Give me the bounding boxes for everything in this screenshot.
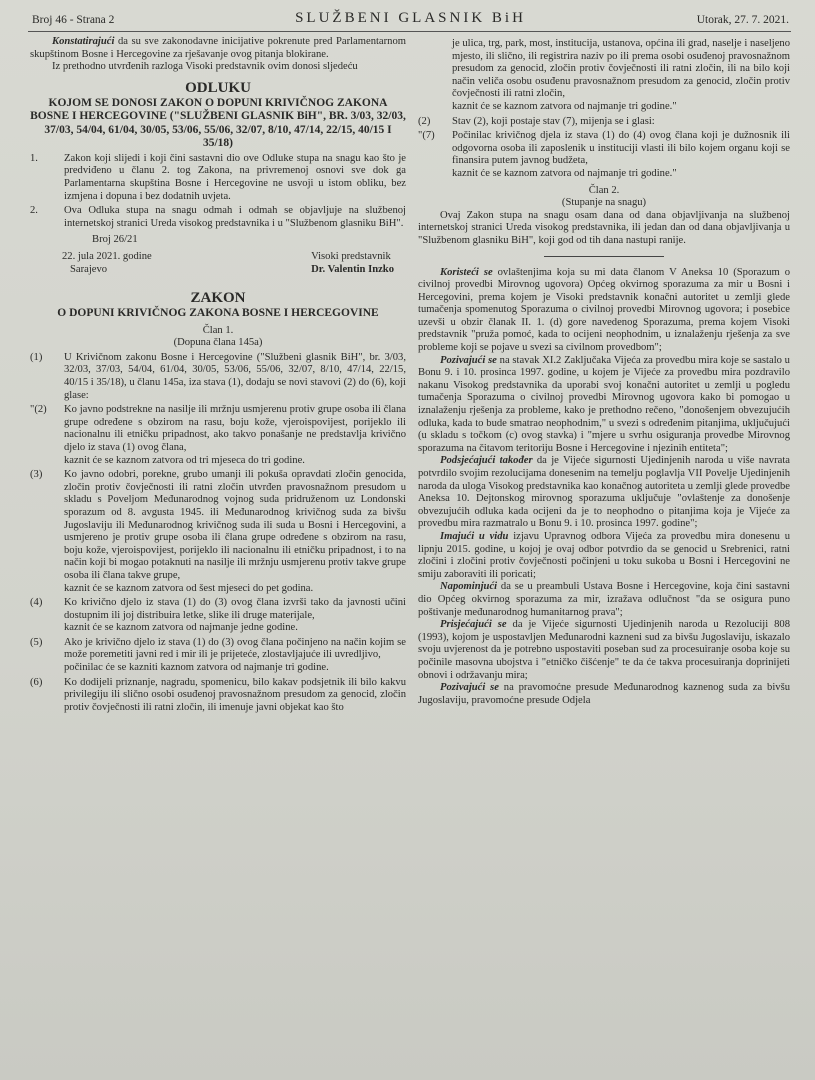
section-divider: [544, 256, 664, 257]
paragraph: Napominjući da se u preambuli Ustava Bosne i Hercegovine, koja čini sastavni dio Općeg okvirnog sporazuma za mir, izražava odlučnost "da se osigura puno poštivanje međunarodnog humanitarnog prava";: [418, 581, 790, 618]
signatory-title: Visoki predstavnik: [311, 250, 391, 262]
article-subheading: (Dopuna člana 145a): [173, 337, 263, 349]
decision-subtitle: KOJOM SE DONOSI ZAKON O DOPUNI KRIVIČNOG ZAKONA BOSNE I HERCEGOVINE ("SLUŽBENI GLASNIK BiH", BR. 3/03, 32/03, 37/03, 54/04, 61/04, 30/05, 53/06, 55/06, 32/07, 8/10, 47/14, 22/15, 40/15 I 35/18): [30, 96, 406, 150]
law-subtitle: O DOPUNI KRIVIČNOG ZAKONA BOSNE I HERCEGOVINE: [57, 307, 379, 320]
issue-date: Utorak, 27. 7. 2021.: [696, 14, 789, 26]
law-paragraph: (1) U Krivičnom zakonu Bosne i Hercegovine ("Službeni glasnik BiH", br. 3/03, 32/03, 37/03, 54/04, 61/04, 30/05, 53/06, 55/06, 32/07, 8/10, 47/14, 22/15, 40/15 i 35/18), u članu 145a, iza stava (1), dodaju se novi stavovi (2) do (6), koji glase:: [30, 351, 406, 401]
article-heading: Član 2.: [588, 184, 620, 196]
paragraph: Iz prethodno utvrđenih razloga Visoki predstavnik ovim donosi sljedeću: [52, 61, 358, 73]
signatory-name: Dr. Valentin Inzko: [311, 263, 394, 275]
left-column: [30, 36, 406, 714]
page-header: [32, 10, 789, 30]
paragraph: Podsjećajući također da je Vijeće sigurnosti Ujedinjenih naroda u više navrata potvrdilo svojim rezolucijama donesenim na temelju poglavlja VII Povelje Ujedinjenih naroda da uloga Visokog predstavnika kao konačnog autoriteta u zemlji glede provedbe Aneksa 10. Dejtonskog mirovnog sporazuma uključuje "ovlaštenje za donošenje obvezujućih odluka kada ocijeni da je to neophodno o pitanjima koja je Vijeće za provedbu mira razmatralo u Bonu 9. i 10. prosinca 1997. godine";: [418, 455, 790, 530]
law-paragraph: (5) Ako je krivično djelo iz stava (1) do (3) ovog člana počinjeno na način kojim se može poremetiti javni red i mir ili je prijeteće, zlostavljajuće ili uvredljivo, počinilac će se kazniti kaznom zatvora od najmanje tri godine.: [30, 636, 406, 674]
article-subheading: (Stupanje na snagu): [561, 197, 647, 209]
decision-item: 1. Zakon koji slijedi i koji čini sastavni dio ove Odluke stupa na snagu kao što je predviđeno u članu 2. tog Zakona, na privremenoj osnovi sve dok ga Parlamentarna skupština Bosne i Hercegovine ne usvoji u istom obliku, bez izmjena i dopuna i bez dodatnih uvjeta.: [30, 152, 406, 202]
decision-title: ODLUKU: [185, 79, 251, 96]
paragraph: Imajući u vidu izjavu Upravnog odbora Vijeća za provedbu mira donesenu u lipnju 2015. godine, u kojoj je ovaj odbor potvrdio da se genocid u Srebrenici, ratni zločini i zločini protiv čovječnosti počinjeni u toku sukoba u Bosni i Hercegovini ne smiju zaboraviti ili poricati;: [418, 530, 790, 580]
law-paragraph: (6) Ko dodijeli priznanje, nagradu, spomenicu, bilo kakav podsjetnik ili bilo kakvu privilegiju ili slično osobi osuđenoj pravosnažnom presudom za genocid, zločin protiv čovječnosti ili ratni zločin, ili imenuje javni objekat kao što: [30, 676, 406, 713]
decision-place: Sarajevo: [70, 263, 108, 275]
issue-number: Broj 46 - Strana 2: [32, 14, 115, 26]
law-paragraph-continued: je ulica, trg, park, most, institucija, ustanova, općina ili grad, naselje i naseljeno mjesto, ili slično, ili registrira naziv po ili prema osobi osuđenoj pravosnažnom presudom za genocid, zločin protiv čovječnosti ili ratni zločin, ili na bilo koji način veliča osobu osuđenu pravosnažnom presudom za genocid, zločin protiv čovječnosti ili ratni zločin, kaznit će se kaznom zatvora od najmanje tri godine.": [452, 38, 790, 112]
law-title: ZAKON: [190, 290, 246, 307]
decision-number: Broj 26/21: [92, 234, 138, 246]
decision-item: 2. Ova Odluka stupa na snagu odmah i odmah se objavljuje na službenoj internetskoj stranici Ureda visokog predstavnika i u "Službenom glasniku BiH".: [30, 205, 406, 229]
law-paragraph: (3) Ko javno odobri, porekne, grubo umanji ili pokuša opravdati zločin genocida, zločin protiv čovječnosti ili ratni zločin utvrđen pravosnažnom presudom u skladu s Poveljom Međunarodnog vojnog suda pridruženom uz Londonski sporazum od 8. avgusta 1945. ili Međunarodnog krivičnog suda za bivšu Jugoslaviju ili Međunarodnog krivičnog suda ili suda u Bosni i Hercegovini, a usmjereno je protiv grupe osoba ili člana grupe određene s obzirom na rasu, boju kože, vjeroispovijest, porijeklo ili nacionalnu ili etničku pripadnost, i to na način koji bi mogao potaknuti na nasilje ili mržnju usmjerenu protiv takve grupe osoba ili člana takve grupe, kaznit će se kaznom zatvora od šest mjeseci do pet godina.: [30, 469, 406, 594]
gazette-title: SLUŽBENI GLASNIK BiH: [295, 10, 526, 26]
decision-date: 22. jula 2021. godine: [62, 250, 152, 262]
article-heading: Član 1.: [202, 324, 234, 336]
paragraph: Koristeći se ovlaštenjima koja su mi data članom V Aneksa 10 (Sporazum o civilnoj provedbi Mirovnog ugovora) Općeg okvirnog sporazuma za mir u Bosni i Hercegovini, prema kojem je Visoki predstavnik konačni autoritet u zemlji glede tumačenja spomenutog Sporazuma o civilnoj provedbi Mirovnog ugovora; i posebice uzevši u obzir članak II. 1. (d) gore navedenog Sporazuma, prema kojem Visoki predstavnik "pruža pomoć, kada to ocijeni neophodnim, u iznalaženju rješenja za sve probleme koji se pojave u svezi sa civilnom provedbom";: [418, 266, 790, 354]
law-paragraph: "(7) Počinilac krivičnog djela iz stava (1) do (4) ovog člana koji je dužnosnik ili odgovorna osoba ili zaposlenik u instituciji vlasti ili bilo kojem organu koji se finansira putem javnog budžeta, kaznit će se kaznom zatvora od najmanje tri godine.": [418, 130, 790, 179]
law-paragraph: "(2) Ko javno podstrekne na nasilje ili mržnju usmjerenu protiv grupe osoba ili člana grupe određene s obzirom na rasu, boju kože, vjeroispovijest, porijeklo ili nacionalnu ili etničku pripadnost, ako takvo ponašanje ne predstavlja krivično djelo iz stava (1) ovog člana, kaznit će se kaznom zatvora od tri mjeseca do tri godine.: [30, 404, 406, 466]
signature-block: [30, 251, 406, 276]
law-paragraph: (4) Ko krivično djelo iz stava (1) do (3) ovog člana izvrši tako da javnosti učini dostupnim ili joj distribuira letke, slike ili druge materijale, kaznit će se kaznom zatvora od najmanje jedne godine.: [30, 597, 406, 634]
right-column: [418, 36, 790, 707]
header-rule: [28, 31, 791, 32]
paragraph: Konstatirajući da su sve zakonodavne inicijative pokrenute pred Parlamentarnom skupštinom Bosne i Hercegovine za rješavanje ovog pitanja blokirane.: [30, 36, 406, 60]
paragraph: Ovaj Zakon stupa na snagu osam dana od dana objavljivanja na službenoj internetskoj stranici Ureda visokog predstavnika, ili jedan dan od dana objavljivanja u "Službenom glasniku BiH", koji god od tih dana nastupi ranije.: [418, 209, 790, 246]
law-paragraph: (2) Stav (2), koji postaje stav (7), mijenja se i glasi:: [418, 115, 655, 127]
paragraph: Pozivajući se na pravomoćne presude Međunarodnog kaznenog suda za bivšu Jugoslaviju, pravomoćne presude Odjela: [418, 682, 790, 706]
paragraph: Prisjećajući se da je Vijeće sigurnosti Ujedinjenih naroda u Rezoluciji 808 (1993), kojom je uspostavljen Međunarodni kazneni sud za bivšu Jugoslaviju, iskazalo svoju uvjerenost da je potrebno uspostaviti poseban sud za procesuiranje osoba koje su počinile masovna ubojstva i "etničko čišćenje" te da će takva procesuiranja doprinijeti obnovi i održavanju mira;: [418, 619, 790, 681]
paragraph: Pozivajući se na stavak XI.2 Zaključaka Vijeća za provedbu mira koje se sastalo u Bonu 9. i 10. prosinca 1997. godine, u kojem je Vijeće za provedbu mira pozdravilo nakanu Visokog predstavnika da uporabi svoj konačni autoritet u zemlji u pogledu tumačenja Sporazuma o civilnoj provedbi Mirovnog ugovora kako bi pomogao u iznalaženju rješenja za probleme, kako je prethodno rečeno, "donošenjem obvezujućih odluka, kada to bude smatrao neophodnim," u svezi s određenim pitanjima, uključujući (u skladu s točkom (c) ovog stavka) i "mjere u svrhu osiguranja provedbe Mirovnog sporazuma na čitavom teritoriju Bosne i Hercegovine i njezinih entiteta";: [418, 354, 790, 454]
